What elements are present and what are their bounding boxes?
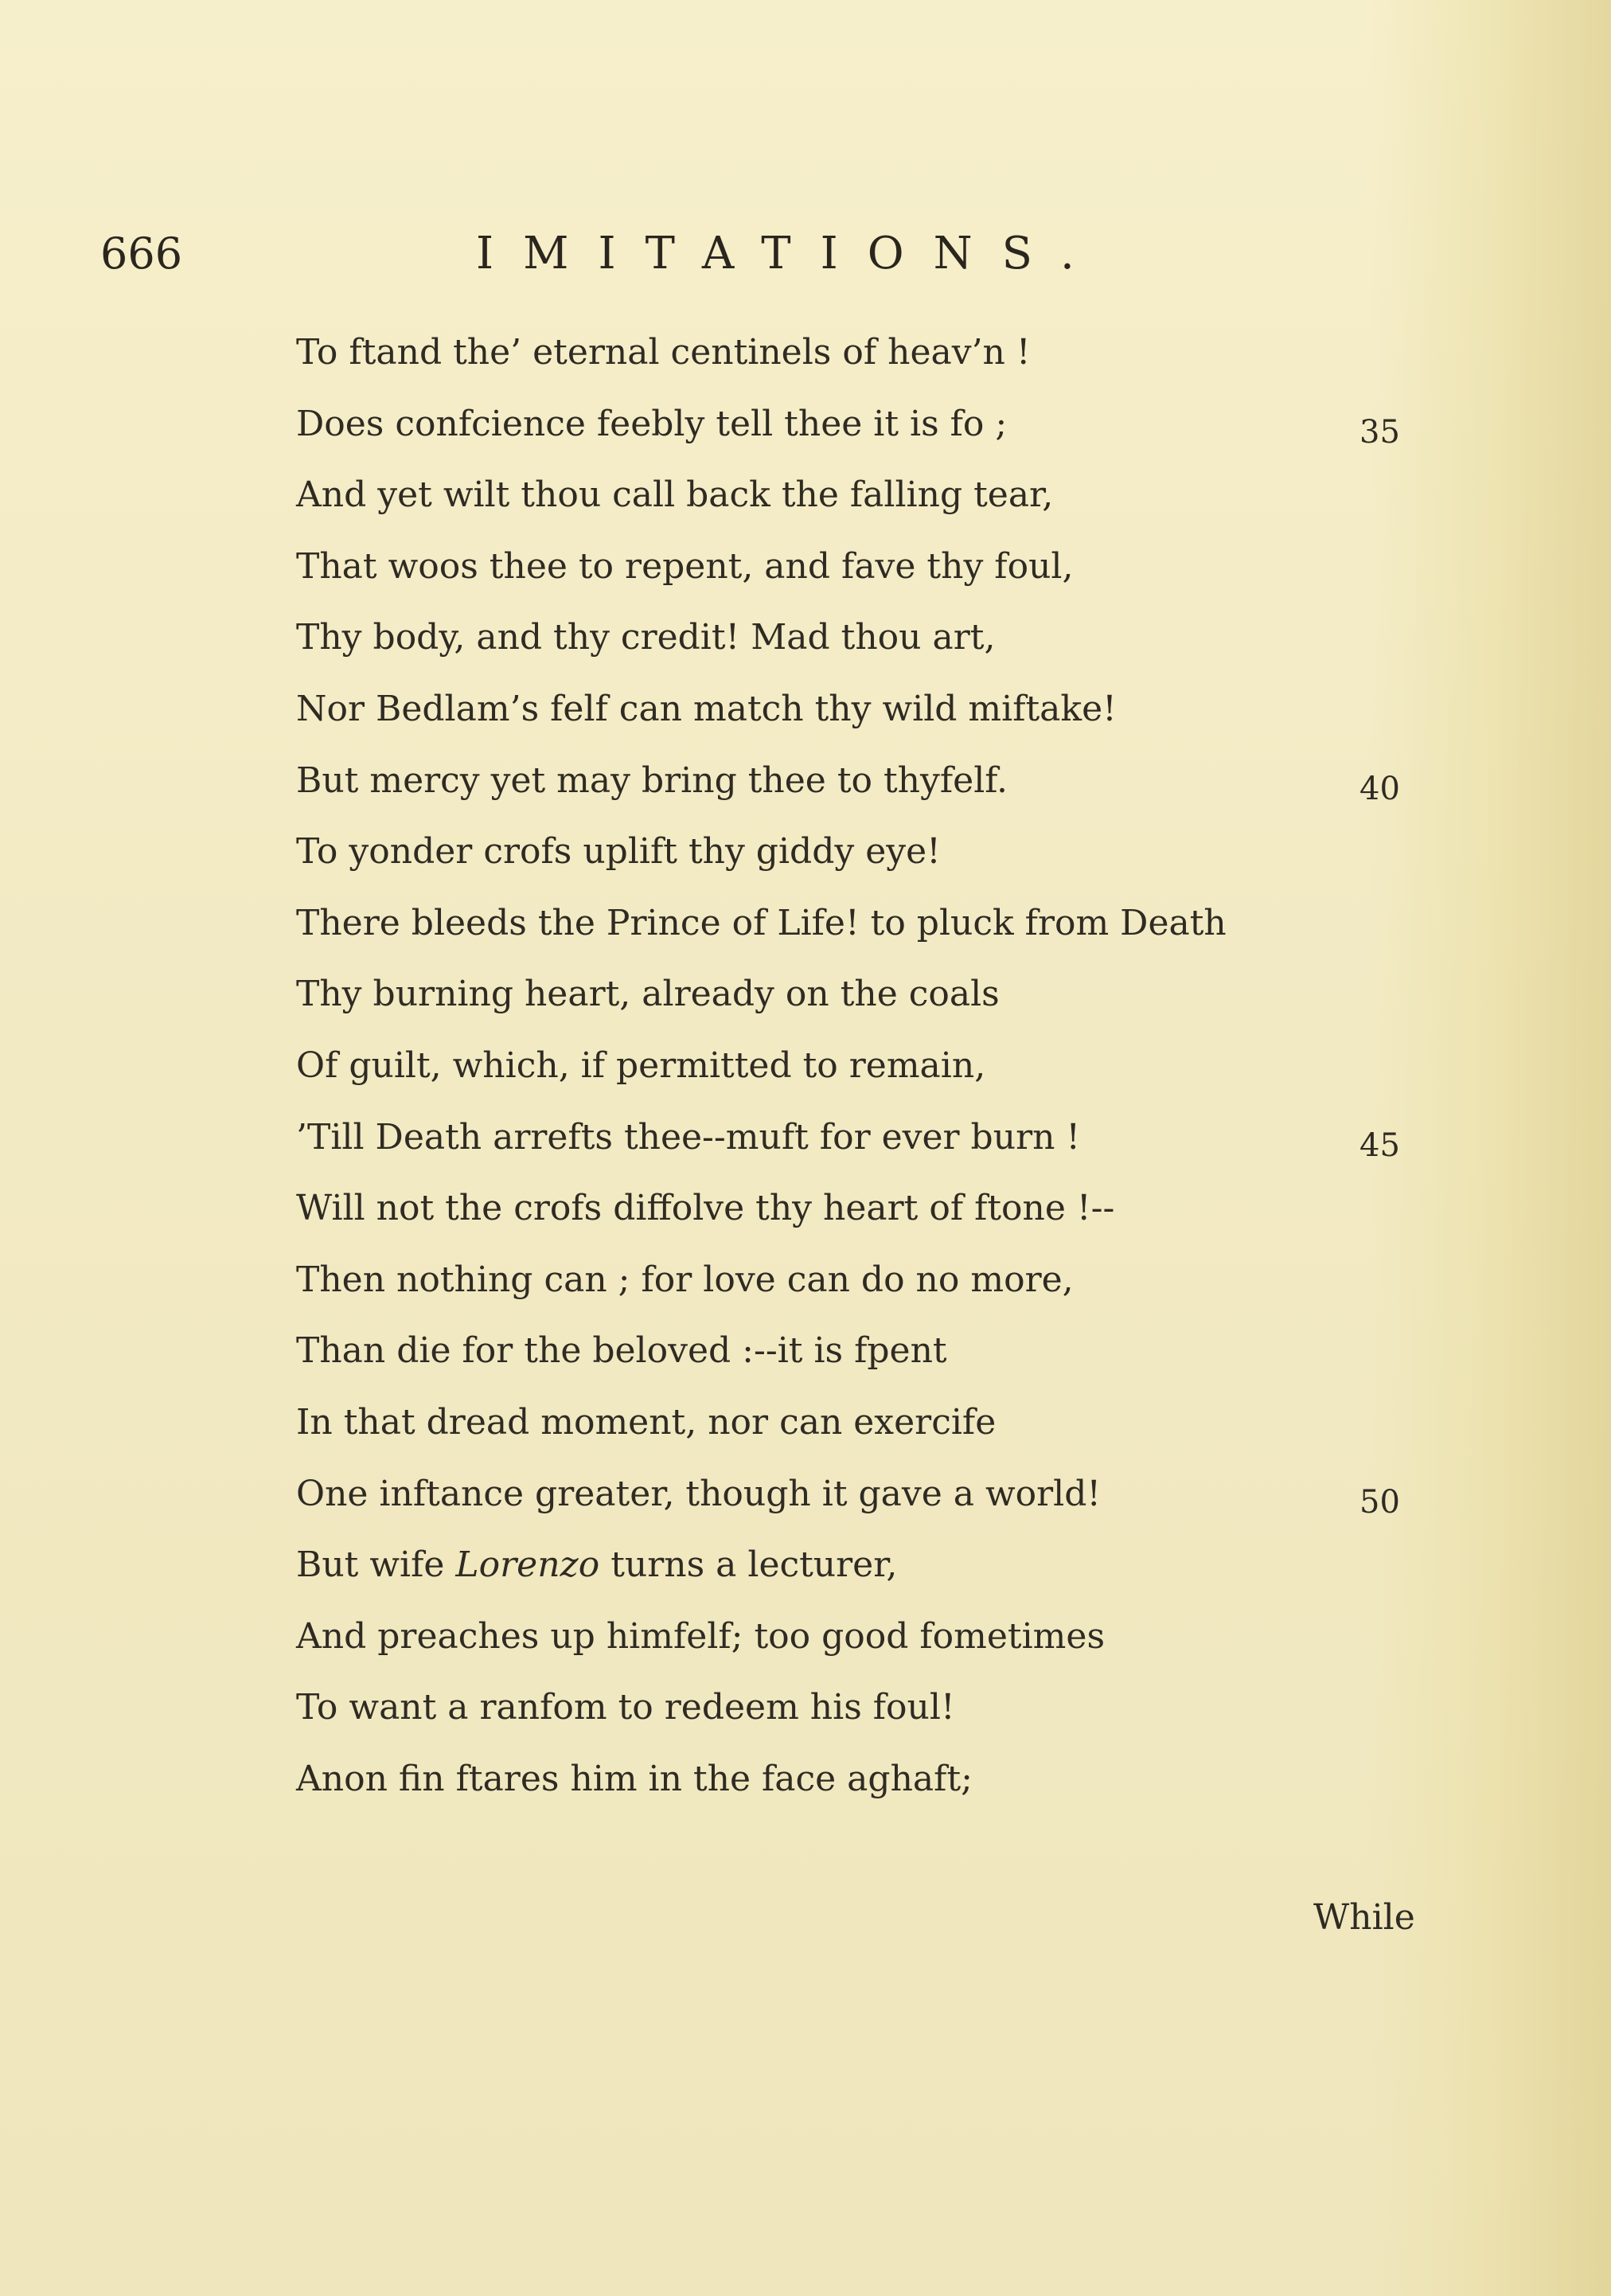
line-text: In that dread moment, nor can exercife <box>296 1401 997 1443</box>
line-text: To ftand the’ eternal centinels of heav’n ! <box>296 332 1031 373</box>
page-number: 666 <box>100 228 183 279</box>
line-text: There bleeds the Prince of Life! to pluck from Death <box>296 902 1227 943</box>
line-text: Than die for the beloved :--it is fpent <box>296 1330 947 1372</box>
line-number: 35 <box>1359 413 1400 451</box>
poem-line <box>296 1323 1426 1395</box>
line-text-before: But wife <box>296 1544 445 1586</box>
poem-line <box>296 1609 1426 1681</box>
line-text-after: turns a lecturer, <box>599 1544 898 1586</box>
poem-line <box>296 1181 1426 1252</box>
running-title: IMITATIONS. <box>476 228 1104 279</box>
line-text: And preaches up himfelf; too good fometimes <box>296 1615 1106 1657</box>
poem-line <box>296 966 1426 1038</box>
poem-line <box>296 396 1426 468</box>
poem-line <box>296 1680 1426 1751</box>
line-text: ’Till Death arrefts thee--muft for ever burn ! <box>296 1116 1081 1158</box>
poem-line <box>296 1466 1426 1538</box>
line-text: Does confcience feebly tell thee it is fo ; <box>296 403 1008 444</box>
poem-line <box>296 1038 1426 1110</box>
poem-line <box>296 1537 1426 1609</box>
poem-line <box>296 539 1426 611</box>
line-number: 40 <box>1359 770 1400 807</box>
line-text: Anon fin ftares him in the face aghaft; <box>296 1758 973 1799</box>
line-text: To yonder crofs uplift thy giddy eye! <box>296 831 941 873</box>
line-text: And yet wilt thou call back the falling tear, <box>296 474 1054 516</box>
poem-text <box>296 325 1426 1822</box>
line-text: Of guilt, which, if permitted to remain, <box>296 1045 986 1086</box>
poem-line <box>296 1395 1426 1466</box>
poem-line <box>296 1252 1426 1324</box>
poem-line <box>296 467 1426 539</box>
poem-line <box>296 824 1426 896</box>
poem-line <box>296 610 1426 681</box>
catchword: While <box>1313 1897 1415 1938</box>
line-text <box>296 1537 897 1593</box>
poem-line <box>296 681 1426 753</box>
poem-line <box>296 1751 1426 1823</box>
italic-name: Lorenzo <box>455 1544 600 1586</box>
poem-line <box>296 753 1426 825</box>
line-number: 50 <box>1359 1483 1400 1521</box>
poem-line <box>296 896 1426 967</box>
line-text: Nor Bedlam’s felf can match thy wild miftake! <box>296 688 1117 729</box>
line-number: 45 <box>1359 1127 1400 1164</box>
line-text: One inftance greater, though it gave a world! <box>296 1473 1102 1514</box>
line-text: Will not the crofs diffolve thy heart of ftone !-- <box>296 1188 1115 1229</box>
line-text: Then nothing can ; for love can do no more, <box>296 1259 1074 1300</box>
running-head <box>0 226 1611 290</box>
line-text: That woos thee to repent, and fave thy foul, <box>296 545 1074 587</box>
poem-line <box>296 1110 1426 1181</box>
line-text: Thy body, and thy credit! Mad thou art, <box>296 617 996 658</box>
line-text: To want a ranfom to redeem his foul! <box>296 1687 955 1728</box>
line-text: But mercy yet may bring thee to thyfelf. <box>296 759 1008 801</box>
line-text: Thy burning heart, already on the coals <box>296 974 1000 1015</box>
poem-line <box>296 325 1426 396</box>
